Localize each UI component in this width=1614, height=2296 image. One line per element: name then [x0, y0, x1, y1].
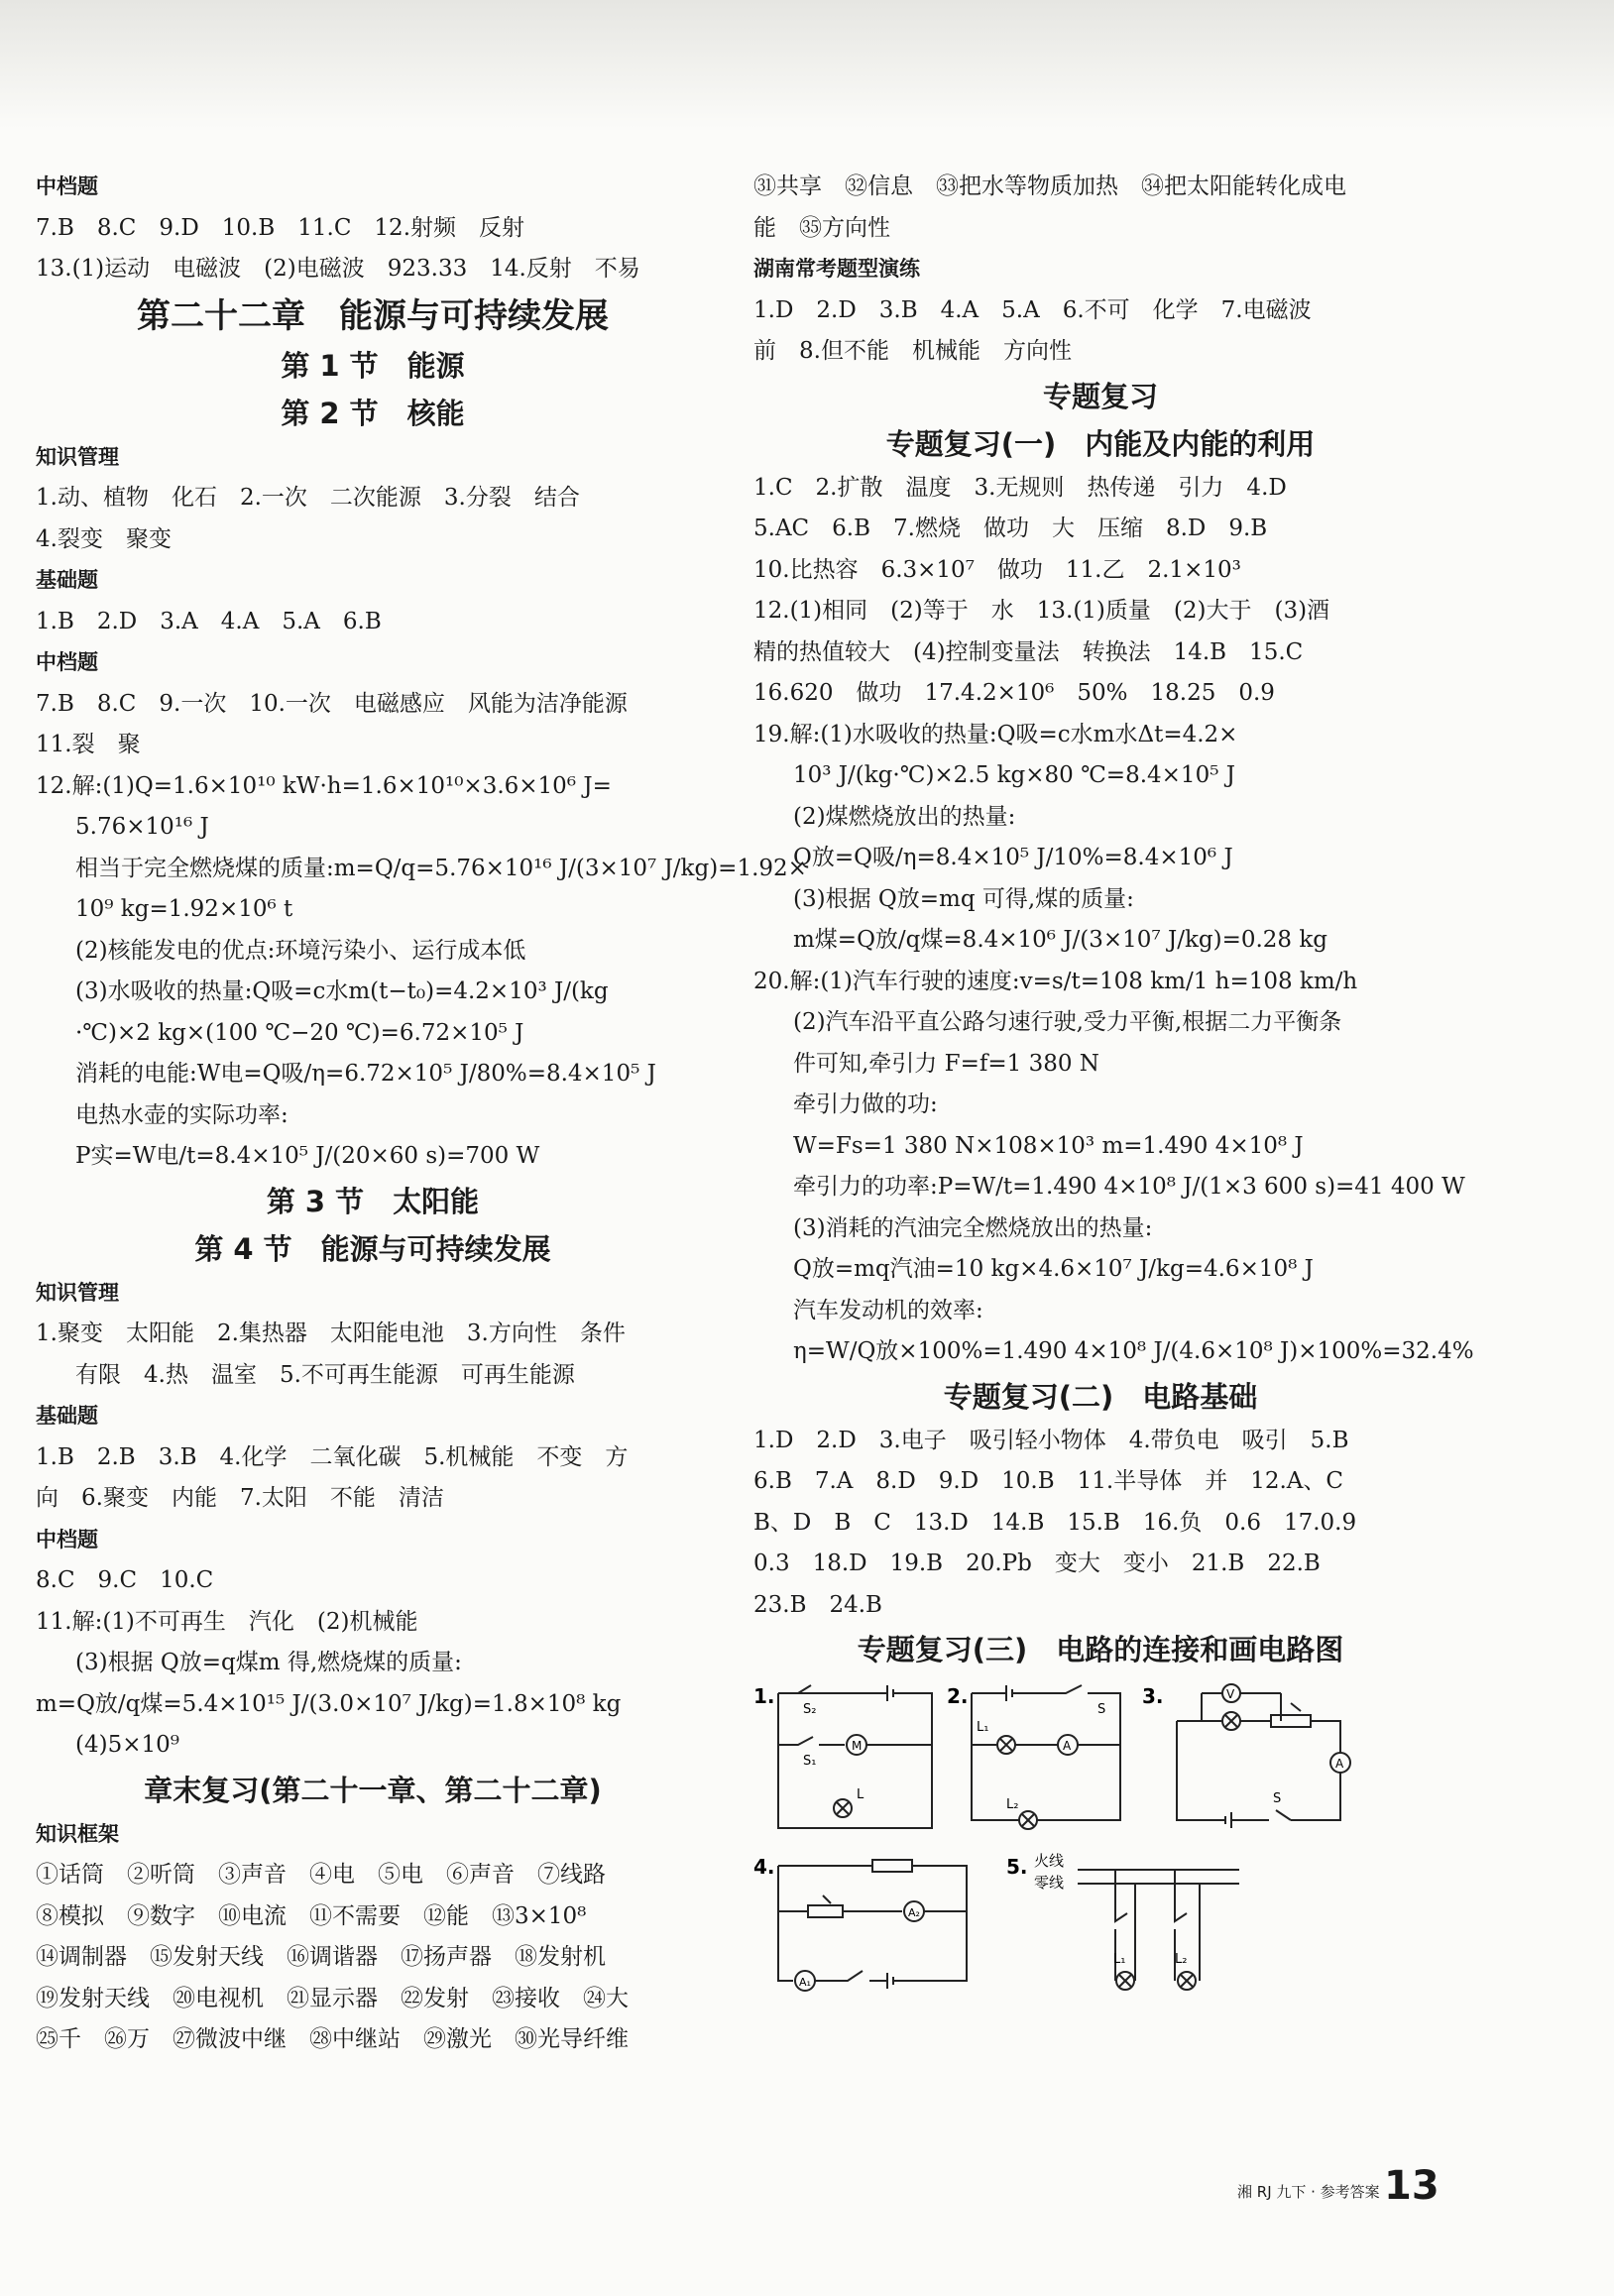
circuit-3-voltmeter-label: V [1226, 1687, 1235, 1701]
answer-line: (2)煤燃烧放出的热量: [793, 803, 1016, 830]
page-number: 13 [1384, 2163, 1440, 2209]
circuit-1-switch-s2-label: S₂ [803, 1702, 817, 1717]
answer-line: 10⁹ kg=1.92×10⁶ t [75, 896, 293, 922]
answer-line: (3)消耗的汽油完全燃烧放出的热量: [793, 1214, 1153, 1241]
circuit-2-ammeter-label: A [1063, 1739, 1072, 1753]
answer-line: 前 8.但不能 机械能 方向性 [753, 338, 1072, 364]
answer-line: (3)根据 Q放=q煤m 得,燃烧煤的质量: [75, 1650, 462, 1675]
circuit-3-number: 3. [1142, 1684, 1164, 1708]
answer-line: 13.(1)运动 电磁波 (2)电磁波 923.33 14.反射 不易 [36, 256, 640, 282]
answer-line: Q放=mq汽油=10 kg×4.6×10⁷ J/kg=4.6×10⁸ J [793, 1256, 1314, 1282]
answer-line: ⑭调制器 ⑮发射天线 ⑯调谐器 ⑰扬声器 ⑱发射机 [36, 1944, 606, 1970]
neutral-wire-label: 零线 [1034, 1874, 1065, 1892]
section-title: 章末复习(第二十一章、第二十二章) [144, 1773, 602, 1807]
answer-line: 4.裂变 聚变 [36, 525, 172, 552]
answer-line: ·℃)×2 kg×(100 ℃−20 ℃)=6.72×10⁵ J [75, 1019, 524, 1046]
answer-line: (3)根据 Q放=mq 可得,煤的质量: [793, 885, 1134, 912]
circuit-1-switch-s1-label: S₁ [803, 1754, 817, 1769]
answer-line: ㉕千 ㉖万 ㉗微波中继 ㉘中继站 ㉙激光 ㉚光导纤维 [36, 2026, 629, 2052]
answer-line: 11.解:(1)不可再生 汽化 (2)机械能 [36, 1608, 418, 1635]
answer-line: 1.C 2.扩散 温度 3.无规则 热传递 引力 4.D [753, 474, 1287, 501]
subsection-label: 知识管理 [36, 1280, 119, 1305]
circuit-4 [753, 1852, 991, 2005]
circuit-4-diagram [753, 1852, 991, 2001]
chapter-title: 第二十二章 能源与可持续发展 [137, 295, 609, 336]
right-column-text [753, 167, 1474, 1673]
answer-line: B、D B C 13.D 14.B 15.B 16.负 0.6 17.0.9 [753, 1509, 1357, 1536]
answer-line: 有限 4.热 温室 5.不可再生能源 可再生能源 [75, 1361, 575, 1388]
footer-text: 湘 RJ 九下 · 参考答案 [1237, 2183, 1380, 2201]
answer-line: 消耗的电能:W电=Q吸/η=6.72×10⁵ J/80%=8.4×10⁵ J [75, 1061, 656, 1087]
right-column [753, 167, 1474, 2001]
circuit-diagrams [753, 1673, 1447, 2001]
answer-line: 件可知,牵引力 F=f=1 380 N [793, 1050, 1099, 1077]
circuit-5-number: 5. [1006, 1855, 1028, 1879]
section-title: 专题复习 [1042, 379, 1158, 413]
answer-line: 16.620 做功 17.4.2×10⁶ 50% 18.25 0.9 [753, 680, 1275, 706]
answer-line: 1.聚变 太阳能 2.集热器 太阳能电池 3.方向性 条件 [36, 1320, 626, 1346]
subsection-label: 基础题 [36, 568, 98, 592]
circuit-4-ammeter-a1-label: A₁ [799, 1976, 811, 1989]
answer-line: 1.B 2.D 3.A 4.A 5.A 6.B [36, 608, 382, 634]
answer-line: 1.动、植物 化石 2.一次 二次能源 3.分裂 结合 [36, 485, 580, 511]
circuit-2-switch-label: S [1097, 1702, 1106, 1717]
answer-line: 5.76×10¹⁶ J [75, 814, 209, 840]
section-title: 第 2 节 核能 [281, 396, 465, 430]
answer-line: (4)5×10⁹ [75, 1732, 179, 1758]
circuit-5-lamp-l2-label: L₂ [1175, 1952, 1188, 1967]
circuit-2-lamp-l1-label: L₁ [977, 1720, 989, 1735]
circuit-2-lamp-l2-label: L₂ [1006, 1797, 1019, 1812]
circuit-4-ammeter-a2-label: A₂ [908, 1906, 920, 1919]
scan-header-band [0, 0, 1614, 129]
subsection-label: 中档题 [36, 650, 98, 674]
circuit-3-ammeter-label: A [1335, 1757, 1344, 1771]
answer-line: (3)水吸收的热量:Q吸=c水m(t−t₀)=4.2×10³ J/(kg [75, 978, 609, 1004]
answer-line: P实=W电/t=8.4×10⁵ J/(20×60 s)=700 W [75, 1143, 540, 1169]
topic-title: 专题复习(二) 电路基础 [943, 1379, 1258, 1414]
answer-line: 牵引力做的功: [793, 1091, 938, 1117]
circuit-1-number: 1. [753, 1684, 775, 1708]
answer-line: 牵引力的功率:P=W/t=1.490 4×10⁸ J/(1×3 600 s)=41 400 W [793, 1174, 1465, 1200]
live-wire-label: 火线 [1034, 1852, 1065, 1870]
answer-line: (2)核能发电的优点:环境污染小、运行成本低 [75, 937, 526, 964]
circuit-3-switch-label: S [1273, 1791, 1282, 1806]
circuit-4-number: 4. [753, 1855, 775, 1879]
answer-line: 电热水壶的实际功率: [75, 1101, 288, 1128]
topic-title: 专题复习(一) 内能及内能的利用 [885, 426, 1316, 461]
answer-line: 汽车发动机的效率: [793, 1297, 983, 1323]
subsection-label: 知识框架 [36, 1821, 119, 1846]
subsection-label: 中档题 [36, 174, 98, 198]
answer-line: 0.3 18.D 19.B 20.Pb 变大 变小 21.B 22.B [753, 1550, 1321, 1576]
answer-line: 11.裂 聚 [36, 732, 141, 757]
answer-line: Q放=Q吸/η=8.4×10⁵ J/10%=8.4×10⁶ J [793, 845, 1233, 870]
subsection-label: 中档题 [36, 1527, 98, 1551]
section-title: 第 3 节 太阳能 [266, 1184, 480, 1218]
subsection-label: 基础题 [36, 1404, 98, 1428]
answer-line: 6.B 7.A 8.D 9.D 10.B 11.半导体 并 12.A、C [753, 1468, 1344, 1494]
circuit-1-lamp-label: L [857, 1787, 865, 1802]
answer-line: 7.B 8.C 9.一次 10.一次 电磁感应 风能为洁净能源 [36, 690, 628, 717]
section-title: 第 4 节 能源与可持续发展 [194, 1231, 551, 1266]
circuit-5-lamp-l1-label: L₁ [1113, 1952, 1126, 1967]
subsection-label: 知识管理 [36, 444, 119, 469]
topic-title: 专题复习(三) 电路的连接和画电路图 [857, 1633, 1344, 1666]
section-title: 第 1 节 能源 [281, 348, 465, 383]
answer-line: 1.B 2.B 3.B 4.化学 二氧化碳 5.机械能 不变 方 [36, 1443, 629, 1470]
answer-line: 5.AC 6.B 7.燃烧 做功 大 压缩 8.D 9.B [753, 516, 1268, 541]
answer-line: (2)汽车沿平直公路匀速行驶,受力平衡,根据二力平衡条 [793, 1009, 1342, 1035]
circuit-5-diagram [1006, 1852, 1244, 2001]
answer-line: 8.C 9.C 10.C [36, 1567, 214, 1593]
circuit-2 [947, 1681, 1135, 1844]
circuit-5 [1006, 1852, 1244, 2005]
circuit-3 [1142, 1681, 1360, 1844]
answer-line: 12.解:(1)Q=1.6×10¹⁰ kW·h=1.6×10¹⁰×3.6×10⁶ J= [36, 772, 612, 799]
answer-line: 1.D 2.D 3.B 4.A 5.A 6.不可 化学 7.电磁波 [753, 296, 1312, 323]
answer-line: W=Fs=1 380 N×108×10³ m=1.490 4×10⁸ J [793, 1132, 1304, 1159]
answer-line: 相当于完全燃烧煤的质量:m=Q/q=5.76×10¹⁶ J/(3×10⁷ J/kg)=1.92× [75, 855, 807, 881]
answer-line: 10.比热容 6.3×10⁷ 做功 11.乙 2.1×10³ [753, 556, 1241, 583]
circuit-1 [753, 1681, 942, 1844]
answer-line: ⑲发射天线 ⑳电视机 ㉑显示器 ㉒发射 ㉓接收 ㉔大 [36, 1985, 629, 2011]
circuit-2-number: 2. [947, 1684, 969, 1708]
answer-line: 向 6.聚变 内能 7.太阳 不能 清洁 [36, 1485, 444, 1511]
answer-line: ㉛共享 ㉜信息 ㉝把水等物质加热 ㉞把太阳能转化成电 [753, 173, 1346, 199]
answer-line: 10³ J/(kg·℃)×2.5 kg×80 ℃=8.4×10⁵ J [793, 762, 1235, 788]
circuit-2-diagram [947, 1681, 1135, 1840]
answer-line: 12.(1)相同 (2)等于 水 13.(1)质量 (2)大于 (3)酒 [753, 598, 1330, 624]
answer-line: 精的热值较大 (4)控制变量法 转换法 14.B 15.C [753, 638, 1304, 665]
answer-line: 19.解:(1)水吸收的热量:Q吸=c水m水Δt=4.2× [753, 721, 1238, 747]
answer-line: m=Q放/q煤=5.4×10¹⁵ J/(3.0×10⁷ J/kg)=1.8×10⁸ kg [36, 1690, 622, 1717]
answer-line: m煤=Q放/q煤=8.4×10⁶ J/(3×10⁷ J/kg)=0.28 kg [793, 927, 1328, 953]
circuit-3-diagram [1142, 1681, 1360, 1840]
answer-line: 20.解:(1)汽车行驶的速度:v=s/t=108 km/1 h=108 km/h [753, 968, 1358, 994]
subsection-label: 湖南常考题型演练 [753, 257, 920, 281]
answer-line: 1.D 2.D 3.电子 吸引轻小物体 4.带负电 吸引 5.B [753, 1427, 1349, 1453]
answer-line: 23.B 24.B [753, 1591, 882, 1618]
circuit-1-diagram [753, 1681, 942, 1840]
answer-line: 7.B 8.C 9.D 10.B 11.C 12.射频 反射 [36, 214, 525, 241]
answer-line: η=W/Q放×100%=1.490 4×10⁸ J/(4.6×10⁸ J)×100%=32.4% [793, 1338, 1474, 1364]
answer-line: ⑧模拟 ⑨数字 ⑩电流 ⑪不需要 ⑫能 ⑬3×10⁸ [36, 1902, 587, 1929]
circuit-1-motor-label: M [852, 1739, 863, 1753]
answer-line: ①话筒 ②听筒 ③声音 ④电 ⑤电 ⑥声音 ⑦线路 [36, 1862, 606, 1888]
answer-line: 能 ㉟方向性 [753, 214, 890, 241]
